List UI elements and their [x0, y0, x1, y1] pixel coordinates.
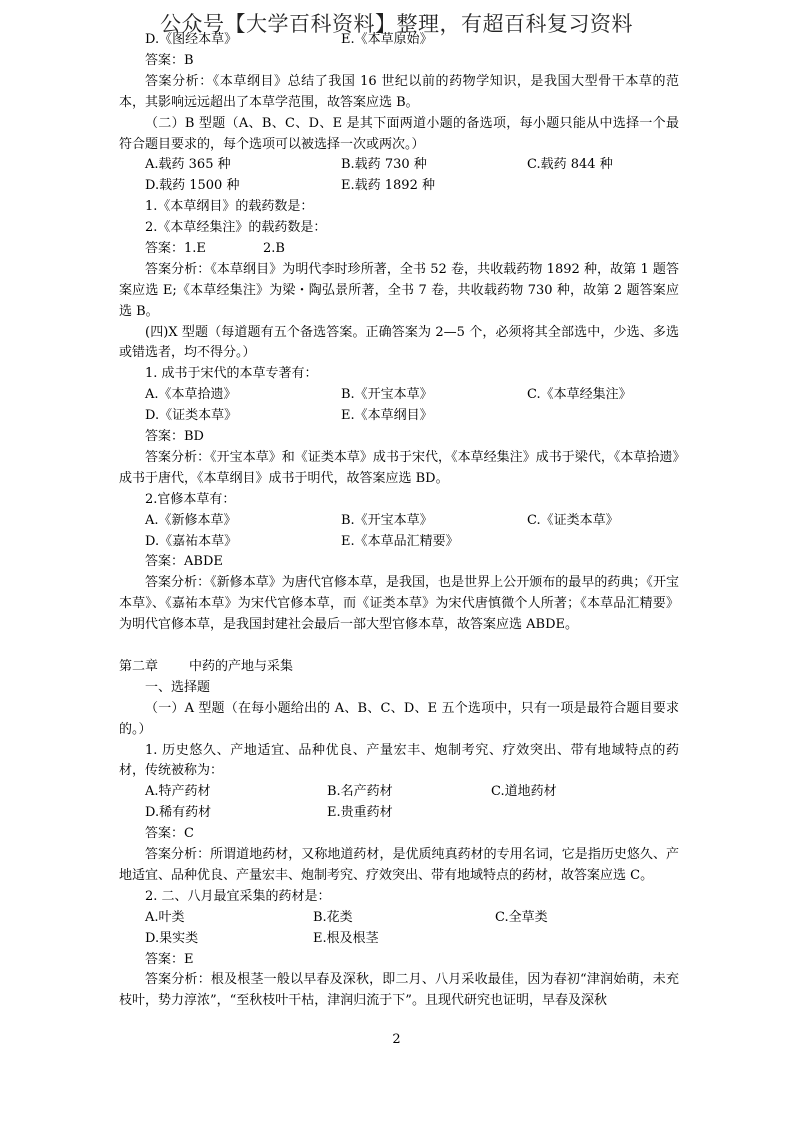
- answer-analysis: 答案分析：《本草纲目》总结了我国 16 世纪以前的药物学知识，是我国大型骨干本草的范本，其影响远远超出了本草学范围，故答案应选 B。: [119, 73, 679, 110]
- option-a: A.特产药材: [145, 784, 211, 800]
- question: 1. 历史悠久、产地适宜、品种优良、产量宏丰、炮制考究、疗效突出、带有地域特点的药材，传统被称为：: [119, 742, 679, 779]
- question: 1.《本草纲目》的载药数是：: [145, 199, 314, 215]
- option-row: [119, 929, 679, 950]
- option-row: [119, 532, 679, 553]
- answer: 答案：ABDE: [145, 554, 223, 570]
- option-d: D.果实类: [145, 930, 199, 946]
- option-c: C.《证类本草》: [527, 512, 619, 528]
- option-b: B.名产药材: [327, 784, 393, 800]
- option-row: [119, 176, 679, 197]
- answer: 答案：B: [145, 52, 194, 68]
- option-row: [119, 385, 679, 406]
- option-e: E.根及根茎: [313, 930, 379, 946]
- option-row: [119, 803, 679, 824]
- page-number: 2: [392, 1032, 401, 1047]
- section-b-type: （二）B 型题（A、B、C、D、E 是其下面两道小题的备选项，每小题只能从中选择一个最符合题目要求的，每个选项可以被选择一次或两次。）: [119, 115, 679, 152]
- option-row: [119, 908, 679, 929]
- document-body: [119, 30, 679, 1012]
- option-d: D.《图经本草》: [145, 32, 238, 47]
- spacer: [119, 636, 679, 657]
- option-e: E.载药 1892 种: [341, 178, 435, 194]
- option-a: A.《新修本草》: [145, 512, 237, 528]
- option-c: C.载药 844 种: [527, 157, 613, 173]
- option-row: [119, 30, 679, 51]
- option-row: [119, 406, 679, 427]
- answer-analysis: 答案分析：《新修本草》为唐代官修本草，是我国，也是世界上公开颁布的最早的药典；《开宝本草》、《嘉祐本草》为宋代官修本草，而《证类本草》为宋代唐慎微个人所著；《本草品汇精要》为明代官修本草，是我国封建社会最后一部大型官修本草，故答案应选 ABDE。: [119, 575, 679, 633]
- option-d: D.《嘉祐本草》: [145, 533, 238, 549]
- option-e: E.贵重药材: [327, 805, 393, 821]
- option-c: C.《本草经集注》: [527, 387, 632, 403]
- option-c: C.道地药材: [491, 784, 557, 800]
- option-d: D.稀有药材: [145, 805, 212, 821]
- watermark-header: 公众号【大学百科资料】整理，有超百科复习资料: [160, 12, 633, 36]
- section-heading: 一、选择题: [145, 679, 211, 695]
- section-a-type: （一）A 型题（在每小题给出的 A、B、C、D、E 五个选项中，只有一项是最符合题目要求的。）: [119, 700, 679, 737]
- option-e: E.《本草纲目》: [341, 408, 433, 424]
- option-d: D.《证类本草》: [145, 408, 238, 424]
- answer: 答案：E: [145, 951, 194, 967]
- option-b: B.《开宝本草》: [341, 512, 433, 528]
- option-b: B.《开宝本草》: [341, 387, 433, 403]
- answer-analysis: 答案分析：根及根茎一般以早春及深秋，即二月、八月采收最佳，因为春初“津润始萌，未充枝叶，势力淳浓”，“至秋枝叶干枯，津润归流于下”。且现代研究也证明，早春及深秋: [119, 972, 679, 1009]
- answer: 答案：C: [145, 826, 194, 842]
- chapter-number: 第二章: [119, 658, 159, 674]
- answer-analysis: 答案分析：《开宝本草》和《证类本草》成书于宋代，《本草经集注》成书于梁代，《本草拾遗》成书于唐代，《本草纲目》成书于明代，故答案应选 BD。: [119, 449, 679, 486]
- section-x-type: (四)X 型题（每道题有五个备选答案。正确答案为 2—5 个，必须将其全部选中，少选、多选或错选者，均不得分。）: [119, 324, 679, 361]
- question: 1. 成书于宋代的本草专著有：: [145, 366, 318, 382]
- option-b: B.花类: [313, 909, 353, 925]
- option-e: E.《本草原始》: [341, 32, 433, 47]
- answer-2: 2.B: [263, 240, 285, 256]
- option-row: [119, 511, 679, 532]
- option-a: A.《本草拾遗》: [145, 387, 237, 403]
- question: 2. 二、八月最宜采集的药材是：: [145, 888, 331, 904]
- option-a: A.载药 365 种: [145, 157, 231, 173]
- answer-analysis: 答案分析：《本草纲目》为明代李时珍所著，全书 52 卷，共收载药物 1892 种，故第 1 题答案应选 E;《本草经集注》为梁・陶弘景所著，全书 7 卷，共收载药物 730 种，故第 2 题答案应选 B。: [119, 261, 679, 319]
- option-row: [119, 155, 679, 176]
- option-b: B.载药 730 种: [341, 157, 427, 173]
- question: 2.《本草经集注》的载药数是：: [145, 220, 327, 236]
- answer-1: 答案：1.E: [145, 240, 206, 256]
- option-a: A.叶类: [145, 909, 185, 925]
- answer-analysis: 答案分析：所谓道地药材，又称地道药材，是优质纯真药材的专用名词，它是指历史悠久、产地适宜、品种优良、产量宏丰、炮制考究、疗效突出、带有地域特点的药材，故答案应选 C。: [119, 847, 679, 883]
- answer: [119, 239, 679, 260]
- option-e: E.《本草品汇精要》: [341, 533, 459, 549]
- chapter-heading: [119, 657, 679, 678]
- answer: 答案：BD: [145, 429, 204, 445]
- option-row: [119, 782, 679, 803]
- chapter-title: 中药的产地与采集: [189, 658, 294, 674]
- question: 2.官修本草有：: [145, 491, 236, 507]
- option-c: C.全草类: [495, 909, 548, 925]
- option-d: D.载药 1500 种: [145, 178, 240, 194]
